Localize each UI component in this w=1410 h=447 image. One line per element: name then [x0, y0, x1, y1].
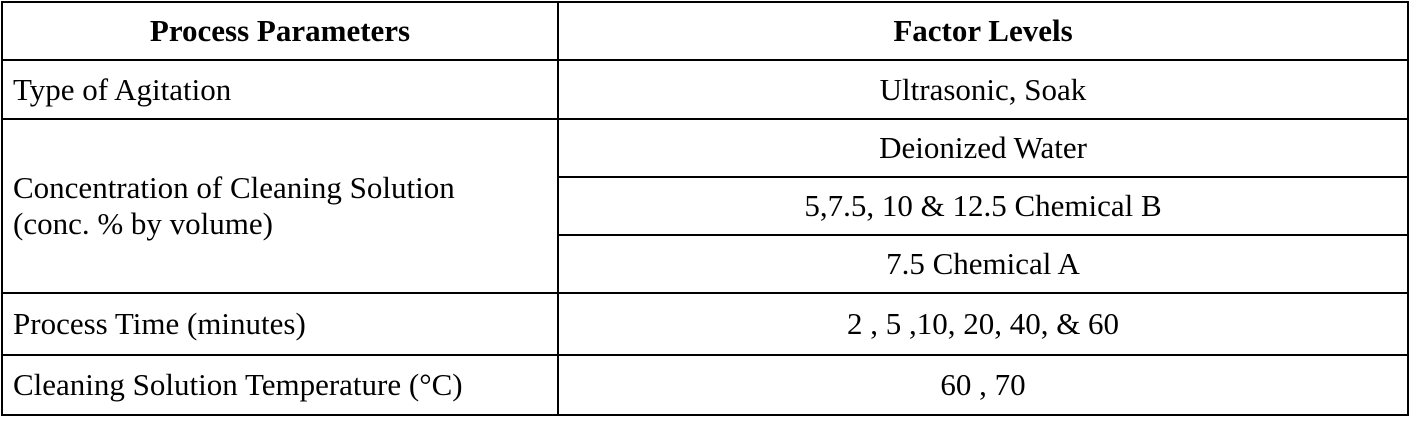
process-parameters-table — [1, 1, 1409, 416]
table-row — [2, 119, 1408, 177]
table-row — [2, 355, 1408, 415]
param-solution-temperature: Cleaning Solution Temperature (°C) — [2, 355, 558, 415]
levels-type-of-agitation: Ultrasonic, Soak — [558, 60, 1408, 119]
levels-concentration-chemical-a: 7.5 Chemical A — [558, 235, 1408, 293]
param-process-time: Process Time (minutes) — [2, 293, 558, 355]
levels-process-time: 2 , 5 ,10, 20, 40, & 60 — [558, 293, 1408, 355]
param-concentration-line1: Concentration of Cleaning Solution — [13, 170, 455, 206]
table-row — [2, 293, 1408, 355]
param-concentration-line2: (conc. % by volume) — [13, 206, 273, 241]
table-header-row — [2, 2, 1408, 60]
param-type-of-agitation: Type of Agitation — [2, 60, 558, 119]
levels-concentration-chemical-b: 5,7.5, 10 & 12.5 Chemical B — [558, 177, 1408, 235]
table-row — [2, 60, 1408, 119]
param-concentration — [2, 119, 558, 293]
levels-concentration-deionized: Deionized Water — [558, 119, 1408, 177]
levels-solution-temperature: 60 , 70 — [558, 355, 1408, 415]
header-process-parameters: Process Parameters — [2, 2, 558, 60]
header-factor-levels: Factor Levels — [558, 2, 1408, 60]
